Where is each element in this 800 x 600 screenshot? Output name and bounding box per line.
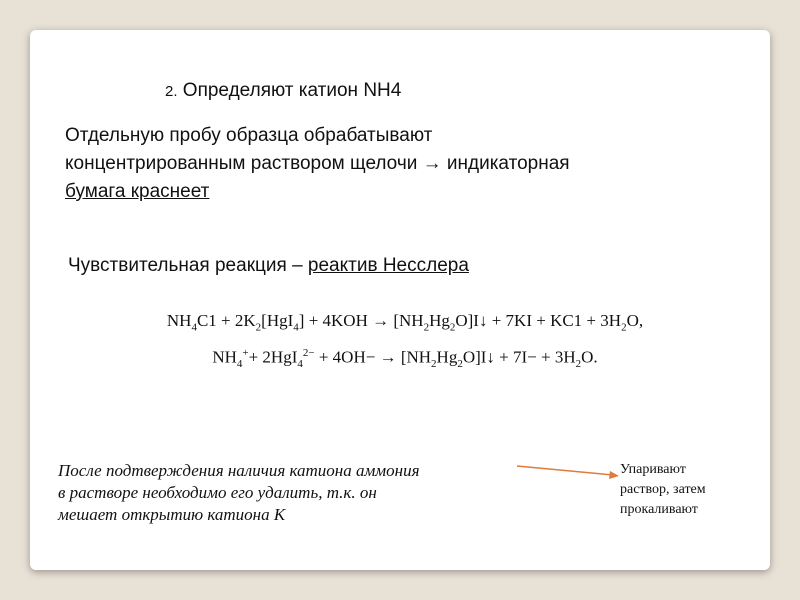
note-line-3: мешает открытию катиона К xyxy=(58,505,286,524)
equation-1: $NH_4C1 + 2K_2[HgI_4] + 4KOH$ → $[NH_2Hg_2O]I↓ + 7KI + KC1 + 3H_2O$, xyxy=(166,311,644,334)
arrow-icon xyxy=(515,462,625,482)
note-line-2: в растворе необходимо его удалить, т.к. он xyxy=(58,483,377,502)
note-line-1: После подтверждения наличия катиона аммония xyxy=(58,461,420,480)
heading-number: 2. xyxy=(165,83,178,100)
reaction-reagent: реактив Несслера xyxy=(307,255,469,276)
side-line-2: раствор, затем xyxy=(620,482,706,497)
paragraph-line-3: бумага краснеет xyxy=(65,181,210,202)
section-heading xyxy=(165,80,401,102)
side-line-1: Упаривают xyxy=(620,462,686,477)
removal-note xyxy=(58,460,538,526)
side-line-3: прокаливают xyxy=(620,502,698,517)
reaction-prefix: Чувствительная реакция – xyxy=(68,255,308,276)
equation-2: $NH_4^++ 2HgI_4^{2-} + 4OH-$ → $[NH_2Hg_2O]I↓ + 7I- + 3H_2O$. xyxy=(212,347,598,371)
side-note xyxy=(620,460,760,520)
paragraph-line-2: концентрированным раствором щелочи → индикаторная xyxy=(65,153,570,174)
equations xyxy=(70,308,740,377)
sensitive-reaction xyxy=(68,255,469,277)
heading-text: Определяют катион NH4 xyxy=(182,80,402,101)
paragraph-line-1: Отдельную пробу образца обрабатывают xyxy=(65,125,433,146)
procedure-paragraph xyxy=(65,122,745,206)
